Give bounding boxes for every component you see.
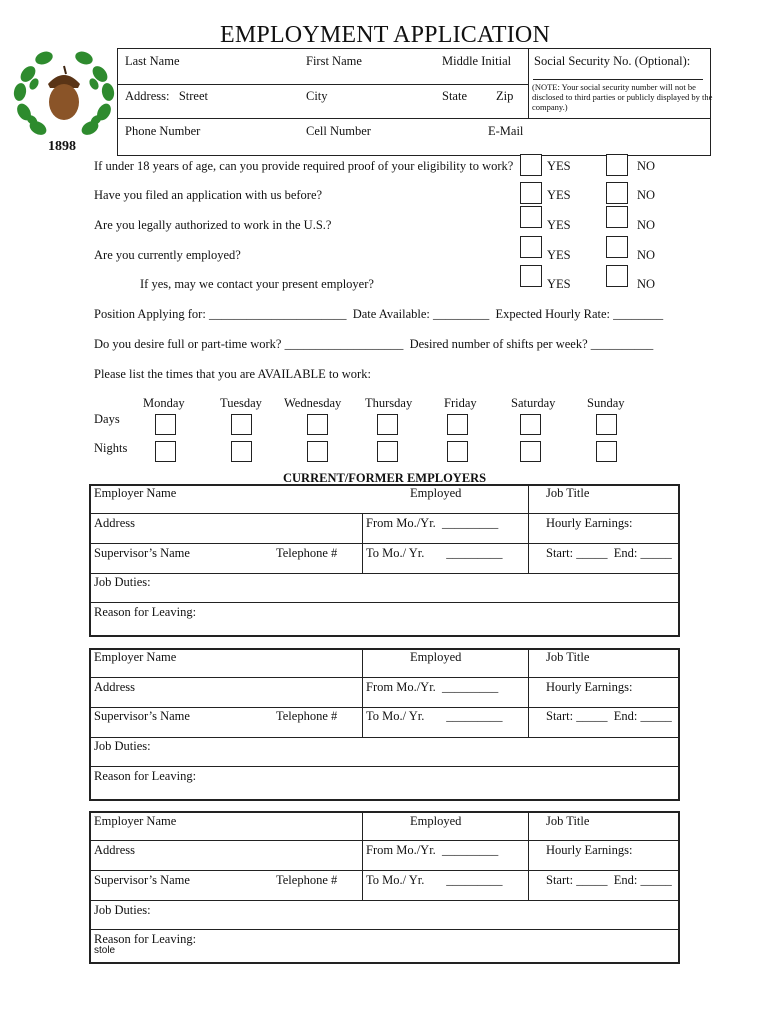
reason-leaving-field[interactable]: Reason for Leaving: <box>94 769 197 783</box>
days-row-label: Days <box>94 412 120 426</box>
cell-field[interactable]: Cell Number <box>306 124 371 138</box>
from-date-field[interactable]: From Mo./Yr. _________ <box>366 680 499 694</box>
availability-checkbox[interactable] <box>231 441 252 462</box>
day-header: Friday <box>444 396 477 410</box>
question-no-checkbox[interactable] <box>606 236 628 258</box>
day-header: Thursday <box>365 396 413 410</box>
availability-prompt: Please list the times that you are AVAILABLE to work: <box>94 367 371 381</box>
to-date-field[interactable]: To Mo./ Yr. _________ <box>366 709 503 723</box>
last-name-field[interactable]: Last Name <box>125 54 180 68</box>
logo <box>8 44 118 159</box>
hourly-earnings-field[interactable]: Hourly Earnings: <box>546 843 633 857</box>
availability-checkbox[interactable] <box>596 414 617 435</box>
question-yes-checkbox[interactable] <box>520 265 542 287</box>
logo-year: 1898 <box>48 139 76 154</box>
position-line[interactable]: Position Applying for: ______________________ Date Available: _________ Expected Hourly Rate: ________ <box>94 307 664 321</box>
employer-name-field[interactable]: Employer Name <box>94 650 177 664</box>
ssn-note: (NOTE: Your social security number will not be disclosed to third parties or publicly displayed by the company.) <box>532 82 713 112</box>
yes-label: YES <box>547 218 571 232</box>
availability-checkbox[interactable] <box>307 414 328 435</box>
availability-checkbox[interactable] <box>520 441 541 462</box>
start-end-field[interactable]: Start: _____ End: _____ <box>546 709 672 723</box>
question-yes-checkbox[interactable] <box>520 206 542 228</box>
availability-checkbox[interactable] <box>447 441 468 462</box>
to-date-field[interactable]: To Mo./ Yr. _________ <box>366 546 503 560</box>
question-no-checkbox[interactable] <box>606 265 628 287</box>
zip-field[interactable]: Zip <box>496 89 514 103</box>
no-label: NO <box>637 248 656 262</box>
employer-name-field[interactable]: Employer Name <box>94 486 177 500</box>
availability-checkbox[interactable] <box>231 414 252 435</box>
day-header: Tuesday <box>220 396 262 410</box>
employed-label: Employed <box>410 486 462 500</box>
availability-checkbox[interactable] <box>520 414 541 435</box>
telephone-field[interactable]: Telephone # <box>276 546 338 560</box>
yes-label: YES <box>547 188 571 202</box>
hourly-earnings-field[interactable]: Hourly Earnings: <box>546 680 633 694</box>
employers-heading: CURRENT/FORMER EMPLOYERS <box>283 471 487 485</box>
job-title-field[interactable]: Job Title <box>546 814 590 828</box>
supervisor-field[interactable]: Supervisor’s Name <box>94 873 190 887</box>
telephone-field[interactable]: Telephone # <box>276 709 338 723</box>
day-header: Sunday <box>587 396 625 410</box>
question-text: If under 18 years of age, can you provide required proof of your eligibility to work? <box>94 159 514 173</box>
employer-address-field[interactable]: Address <box>94 843 135 857</box>
availability-checkbox[interactable] <box>377 414 398 435</box>
supervisor-field[interactable]: Supervisor’s Name <box>94 709 190 723</box>
question-no-checkbox[interactable] <box>606 182 628 204</box>
ssn-field[interactable]: Social Security No. (Optional): <box>534 54 691 68</box>
yes-label: YES <box>547 248 571 262</box>
day-header: Monday <box>143 396 185 410</box>
availability-checkbox[interactable] <box>377 441 398 462</box>
telephone-field[interactable]: Telephone # <box>276 873 338 887</box>
availability-checkbox[interactable] <box>155 441 176 462</box>
job-title-field[interactable]: Job Title <box>546 486 590 500</box>
no-label: NO <box>637 188 656 202</box>
no-label: NO <box>637 218 656 232</box>
start-end-field[interactable]: Start: _____ End: _____ <box>546 873 672 887</box>
job-duties-field[interactable]: Job Duties: <box>94 903 151 917</box>
street-address-field[interactable]: Address: Street <box>125 89 208 103</box>
reason-leaving-entry: stole <box>94 945 116 956</box>
start-end-field[interactable]: Start: _____ End: _____ <box>546 546 672 560</box>
day-header: Wednesday <box>284 396 342 410</box>
job-duties-field[interactable]: Job Duties: <box>94 739 151 753</box>
no-label: NO <box>637 277 656 291</box>
page-title: EMPLOYMENT APPLICATION <box>220 22 550 48</box>
day-header: Saturday <box>511 396 556 410</box>
question-yes-checkbox[interactable] <box>520 182 542 204</box>
question-text: Are you legally authorized to work in the U.S.? <box>94 218 332 232</box>
email-field[interactable]: E-Mail <box>488 124 524 138</box>
employer-address-field[interactable]: Address <box>94 516 135 530</box>
reason-leaving-field[interactable]: Reason for Leaving: <box>94 932 197 946</box>
city-field[interactable]: City <box>306 89 328 103</box>
to-date-field[interactable]: To Mo./ Yr. _________ <box>366 873 503 887</box>
employer-name-field[interactable]: Employer Name <box>94 814 177 828</box>
from-date-field[interactable]: From Mo./Yr. _________ <box>366 516 499 530</box>
availability-checkbox[interactable] <box>596 441 617 462</box>
from-date-field[interactable]: From Mo./Yr. _________ <box>366 843 499 857</box>
hourly-earnings-field[interactable]: Hourly Earnings: <box>546 516 633 530</box>
acorn-wreath-icon <box>8 44 118 144</box>
question-no-checkbox[interactable] <box>606 154 628 176</box>
phone-field[interactable]: Phone Number <box>125 124 201 138</box>
employer-address-field[interactable]: Address <box>94 680 135 694</box>
job-title-field[interactable]: Job Title <box>546 650 590 664</box>
question-text: If yes, may we contact your present employer? <box>140 277 374 291</box>
employed-label: Employed <box>410 650 462 664</box>
question-text: Have you filed an application with us before? <box>94 188 323 202</box>
supervisor-field[interactable]: Supervisor’s Name <box>94 546 190 560</box>
employed-label: Employed <box>410 814 462 828</box>
yes-label: YES <box>547 159 571 173</box>
first-name-field[interactable]: First Name <box>306 54 362 68</box>
availability-checkbox[interactable] <box>307 441 328 462</box>
availability-checkbox[interactable] <box>447 414 468 435</box>
middle-initial-field[interactable]: Middle Initial <box>442 54 512 68</box>
yes-label: YES <box>547 277 571 291</box>
question-yes-checkbox[interactable] <box>520 154 542 176</box>
reason-leaving-field[interactable]: Reason for Leaving: <box>94 605 197 619</box>
nights-row-label: Nights <box>94 441 128 455</box>
state-field[interactable]: State <box>442 89 467 103</box>
question-yes-checkbox[interactable] <box>520 236 542 258</box>
question-text: Are you currently employed? <box>94 248 241 262</box>
question-no-checkbox[interactable] <box>606 206 628 228</box>
full-part-time-line[interactable]: Do you desire full or part-time work? ___________________ Desired number of shifts per week? __________ <box>94 337 654 351</box>
availability-checkbox[interactable] <box>155 414 176 435</box>
job-duties-field[interactable]: Job Duties: <box>94 575 151 589</box>
no-label: NO <box>637 159 656 173</box>
